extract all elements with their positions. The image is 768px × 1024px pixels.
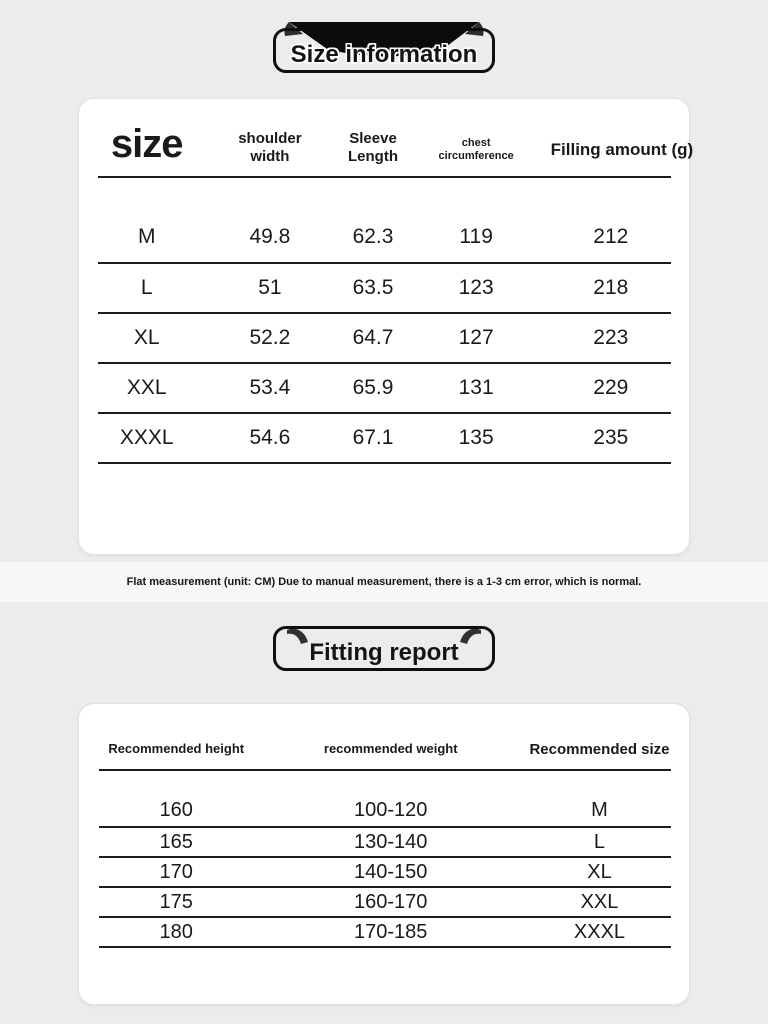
fitting-section-title: Fitting report <box>309 639 459 666</box>
chest-value: 123 <box>458 276 494 299</box>
size-table-row-l <box>98 264 671 314</box>
shoulder-value: 54.6 <box>249 426 291 449</box>
height-value: 180 <box>159 920 193 943</box>
size-label: M <box>137 225 156 248</box>
col-header-size: size <box>110 122 183 166</box>
shoulder-value: 51 <box>258 276 282 299</box>
col-header-recommended-size: Recommended size <box>529 741 670 758</box>
fitting-table-row <box>99 858 671 888</box>
weight-value: 140-150 <box>354 860 428 883</box>
size-table-header-row <box>98 99 694 178</box>
chest-value: 119 <box>459 225 493 248</box>
filling-value: 235 <box>593 426 629 449</box>
size-label: XL <box>133 326 160 349</box>
fitting-table-row <box>99 918 671 948</box>
filling-value: 212 <box>593 225 629 248</box>
rec-size-value: XXL <box>580 890 619 913</box>
height-value: 165 <box>159 830 193 853</box>
col-header-shoulder-width: shoulder width <box>238 129 302 166</box>
col-header-filling-amount: Filling amount (g) <box>550 139 694 159</box>
weight-value: 170-185 <box>354 920 428 943</box>
col-header-chest-circumference: chest circumference <box>438 136 514 163</box>
sleeve-value: 67.1 <box>352 426 394 449</box>
chest-value: 135 <box>458 426 494 449</box>
col-header-recommended-height: Recommended height <box>108 741 245 756</box>
filling-value: 218 <box>593 276 629 299</box>
fitting-table-row <box>99 888 671 918</box>
size-label: L <box>140 276 153 299</box>
height-value: 175 <box>159 890 193 913</box>
chest-value: 127 <box>458 326 494 349</box>
fitting-report-title-badge <box>273 626 495 671</box>
size-table-row-xl <box>98 314 671 364</box>
weight-value: 160-170 <box>354 890 428 913</box>
shoulder-value: 52.2 <box>249 326 291 349</box>
sleeve-value: 63.5 <box>352 276 394 299</box>
rec-size-value: L <box>593 830 606 853</box>
sleeve-value: 65.9 <box>352 376 394 399</box>
sleeve-value: 64.7 <box>352 326 394 349</box>
rec-size-value: XL <box>587 860 612 883</box>
measurement-note-band <box>0 562 768 602</box>
height-value: 160 <box>159 799 193 821</box>
shoulder-value: 49.8 <box>249 225 291 248</box>
filling-value: 229 <box>593 376 629 399</box>
fitting-table-card <box>78 703 690 1005</box>
size-table-row-xxl <box>98 364 671 414</box>
fitting-table-row <box>99 828 671 858</box>
size-information-title-badge <box>273 28 495 73</box>
col-header-sleeve-length: Sleeve Length <box>348 129 399 166</box>
col-header-recommended-weight: recommended weight <box>323 741 458 756</box>
shoulder-value: 53.4 <box>249 376 291 399</box>
filling-value: 223 <box>593 326 629 349</box>
chest-value: 131 <box>458 376 494 399</box>
weight-value: 100-120 <box>354 799 428 821</box>
fitting-table-row <box>99 771 671 828</box>
sleeve-value: 62.3 <box>352 225 394 248</box>
rec-size-value: XXXL <box>573 920 626 943</box>
weight-value: 130-140 <box>354 830 428 853</box>
height-value: 170 <box>159 860 193 883</box>
size-table-row-xxxl <box>98 414 671 464</box>
measurement-note-text: Flat measurement (unit: CM) Due to manual measurement, there is a 1-3 cm error, which is normal. <box>126 576 642 588</box>
size-table-row-m <box>98 178 671 264</box>
size-table-card <box>78 98 694 555</box>
size-section-title: Size information <box>290 41 478 68</box>
fitting-table-header-row <box>99 704 671 771</box>
size-label: XXXL <box>119 426 174 449</box>
rec-size-value: M <box>591 799 608 821</box>
size-label: XXL <box>126 376 167 399</box>
